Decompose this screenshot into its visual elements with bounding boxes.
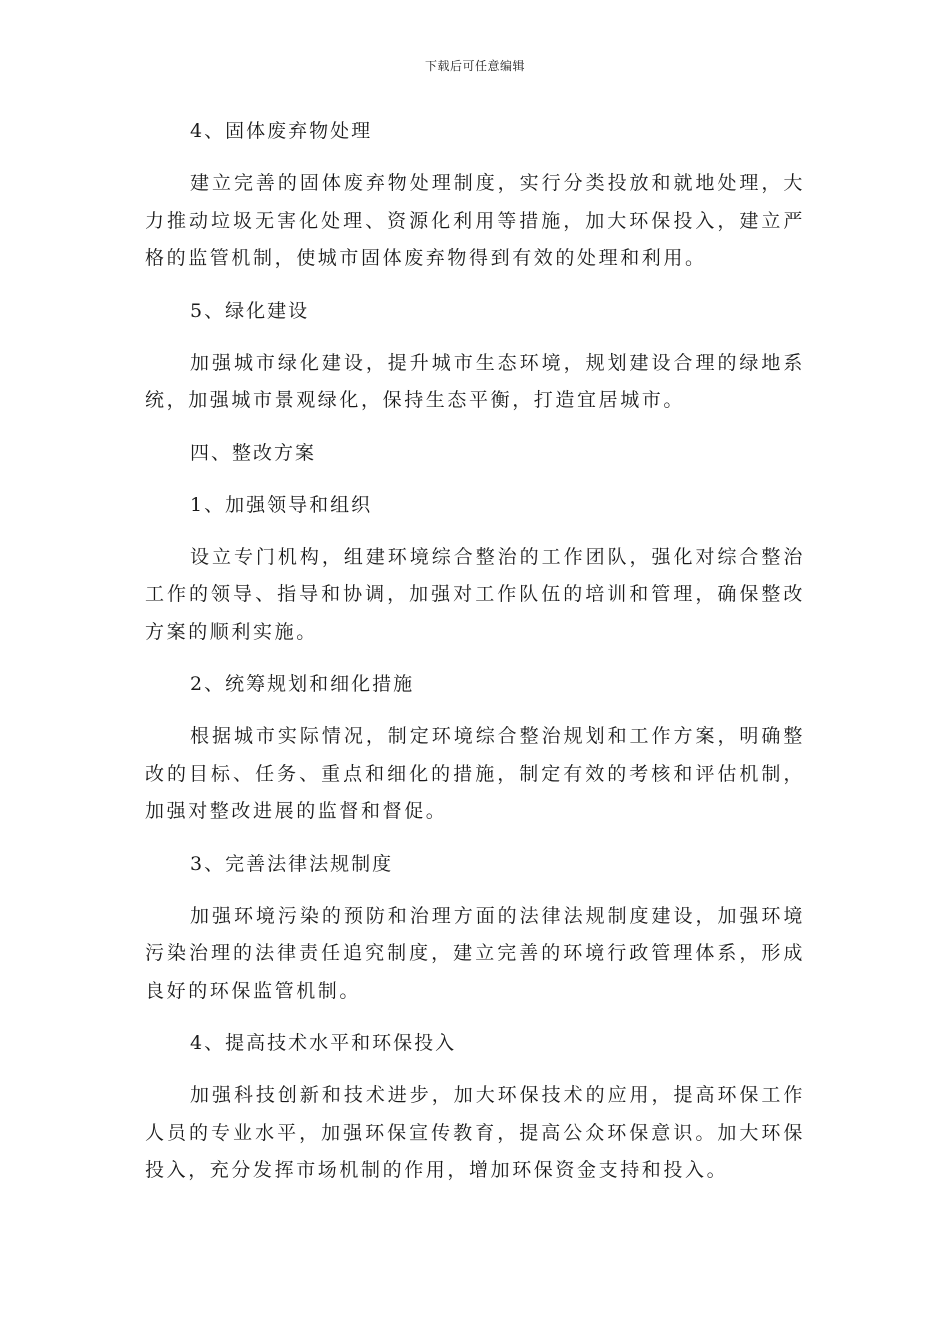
section-heading-leadership: 1、加强领导和组织 (190, 493, 373, 516)
section-heading-legal: 3、完善法律法规制度 (190, 852, 394, 875)
paragraph-technology: 加强科技创新和技术进步，加大环保技术的应用，提高环保工作人员的专业水平，加强环保宣传教育，提高公众环保意识。加大环保投入，充分发挥市场机制的作用，增加环保资金支持和投入。 (145, 1084, 805, 1181)
chapter-heading-rectification-plan: 四、整改方案 (190, 441, 317, 464)
section-heading-solid-waste: 4、固体废弃物处理 (190, 120, 373, 142)
section-heading-greening: 5、绿化建设 (190, 299, 310, 322)
section-heading-technology: 4、提高技术水平和环保投入 (190, 1032, 457, 1054)
paragraph-greening: 加强城市绿化建设，提升城市生态环境，规划建设合理的绿地系统，加强城市景观绿化，保持生态平衡，打造宜居城市。 (145, 351, 805, 411)
section-heading-planning: 2、统筹规划和细化措施 (190, 673, 415, 695)
paragraph-solid-waste: 建立完善的固体废弃物处理制度，实行分类投放和就地处理，大力推动垃圾无害化处理、资源化利用等措施，加大环保投入，建立严格的监管机制，使城市固体废弃物得到有效的处理和利用。 (145, 172, 805, 269)
paragraph-planning: 根据城市实际情况，制定环境综合整治规划和工作方案，明确整改的目标、任务、重点和细化的措施，制定有效的考核和评估机制，加强对整改进展的监督和督促。 (145, 725, 805, 822)
paragraph-legal: 加强环境污染的预防和治理方面的法律法规制度建设，加强环境污染治理的法律责任追究制度，建立完善的环境行政管理体系，形成良好的环保监管机制。 (145, 904, 805, 1002)
paragraph-leadership: 设立专门机构，组建环境综合整治的工作团队，强化对综合整治工作的领导、指导和协调，加强对工作队伍的培训和管理，确保整改方案的顺利实施。 (145, 545, 805, 643)
document-body (145, 113, 805, 1205)
page-header: 下载后可任意编辑 (424, 59, 525, 73)
